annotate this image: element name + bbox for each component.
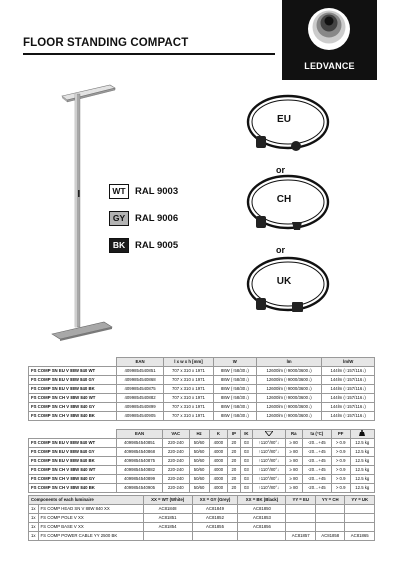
table-cell: 220-240 bbox=[163, 457, 190, 466]
table-cell: 12.5 kg bbox=[350, 457, 374, 466]
table-cell: 12.5 kg bbox=[350, 466, 374, 475]
table-cell bbox=[345, 523, 375, 532]
table-cell: -20…+45 bbox=[302, 475, 331, 484]
table-cell: AC81850 bbox=[238, 505, 286, 514]
table-cell: 4000 bbox=[209, 484, 228, 493]
table-row bbox=[29, 466, 375, 475]
table-cell: -20…+45 bbox=[302, 466, 331, 475]
table-cell: 88W (↑58/30↓) bbox=[213, 376, 256, 385]
table-header: YY = EU bbox=[286, 496, 315, 505]
table-row bbox=[29, 394, 375, 403]
spec-table-dimensions bbox=[28, 357, 375, 421]
page-title: FLOOR STANDING COMPACT bbox=[23, 37, 189, 49]
table-cell: 707 x 310 x 1971 bbox=[164, 367, 214, 376]
or-separator: or bbox=[276, 165, 285, 175]
table-cell: 4099854540882 bbox=[117, 466, 163, 475]
table-cell: 4099854540851 bbox=[117, 367, 164, 376]
table-cell: 50/60 bbox=[189, 475, 209, 484]
table-cell: 707 x 310 x 1971 bbox=[164, 394, 214, 403]
table-cell: 144lm (↑157/116↓) bbox=[322, 367, 375, 376]
table-header: Ra bbox=[285, 430, 302, 439]
or-separator: or bbox=[276, 245, 285, 255]
ledvance-logo bbox=[282, 0, 377, 80]
table-cell: 1x bbox=[29, 514, 39, 523]
table-header: EAN bbox=[117, 358, 164, 367]
table-cell: FS COMP POWER CABLE YY 2500 BK bbox=[38, 532, 143, 541]
table-header: PF bbox=[331, 430, 350, 439]
table-row bbox=[29, 505, 375, 514]
table-cell: 4099854540899 bbox=[117, 475, 163, 484]
table-cell: 88W (↑58/30↓) bbox=[213, 403, 256, 412]
table-cell: 1x bbox=[29, 532, 39, 541]
table-cell: AC81855 bbox=[192, 523, 238, 532]
table-cell: 707 x 310 x 1971 bbox=[164, 376, 214, 385]
table-cell bbox=[143, 532, 192, 541]
table-cell: 4099854540875 bbox=[117, 457, 163, 466]
table-cell: 88W (↑58/30↓) bbox=[213, 394, 256, 403]
table-cell: AC81865 bbox=[345, 532, 375, 541]
table-row bbox=[29, 484, 375, 493]
table-cell: FS COMP SN CH V 88W 840 WT bbox=[29, 394, 117, 403]
cable-label-ch: CH bbox=[276, 194, 292, 205]
table-header-blank bbox=[29, 430, 117, 439]
table-cell: 88W (↑58/30↓) bbox=[213, 385, 256, 394]
table-cell: FS COMP SN CH V 88W 840 GY bbox=[29, 475, 117, 484]
table-cell: FS COMP SN EU V 88W 840 BK bbox=[29, 385, 117, 394]
weight-icon bbox=[350, 430, 374, 439]
swatch-ral: RAL 9003 bbox=[135, 185, 179, 197]
brand-name: LEDVANCE bbox=[304, 61, 355, 71]
table-cell: 03 bbox=[240, 439, 252, 448]
table-header: ta (°C) bbox=[302, 430, 331, 439]
table-cell: ≥ 80 bbox=[285, 457, 302, 466]
table-cell: 50/60 bbox=[189, 466, 209, 475]
table-cell: 12600lm (↑9000/3600↓) bbox=[256, 403, 322, 412]
table-cell: > 0.9 bbox=[331, 457, 350, 466]
table-cell: FS COMP SN CH V 88W 840 GY bbox=[29, 403, 117, 412]
table-cell: 144lm (↑157/116↓) bbox=[322, 394, 375, 403]
table-cell: 50/60 bbox=[189, 448, 209, 457]
table-cell: > 0.9 bbox=[331, 439, 350, 448]
table-row bbox=[29, 523, 375, 532]
table-cell: 50/60 bbox=[189, 484, 209, 493]
table-row bbox=[29, 376, 375, 385]
table-row bbox=[29, 403, 375, 412]
table-header: lm bbox=[256, 358, 322, 367]
table-cell: 12600lm (↑9000/3600↓) bbox=[256, 376, 322, 385]
table-cell: 12.5 kg bbox=[350, 439, 374, 448]
table-cell: FS COMP SN EU V 88W 840 WT bbox=[29, 367, 117, 376]
color-swatch-grey bbox=[109, 210, 178, 226]
table-header: XX = WT (White) bbox=[143, 496, 192, 505]
table-cell: 220-240 bbox=[163, 475, 190, 484]
table-cell: 1x bbox=[29, 505, 39, 514]
table-header-blank bbox=[29, 358, 117, 367]
table-cell: 12.5 kg bbox=[350, 448, 374, 457]
beam-angle-icon bbox=[253, 430, 286, 439]
table-cell: AC81853 bbox=[238, 514, 286, 523]
table-cell: 03 bbox=[240, 448, 252, 457]
table-cell: 4099854540899 bbox=[117, 403, 164, 412]
table-cell: 220-240 bbox=[163, 484, 190, 493]
table-cell: 707 x 310 x 1971 bbox=[164, 412, 214, 421]
table-cell: ↑110°/80°↓ bbox=[253, 457, 286, 466]
table-cell: 4099854540905 bbox=[117, 484, 163, 493]
table-header: YY = UK bbox=[345, 496, 375, 505]
table-row bbox=[29, 457, 375, 466]
table-cell: ≥ 80 bbox=[285, 475, 302, 484]
table-header: lm/W bbox=[322, 358, 375, 367]
table-cell: 4000 bbox=[209, 448, 228, 457]
table-cell: 03 bbox=[240, 484, 252, 493]
table-header: W bbox=[213, 358, 256, 367]
table-cell: -20…+45 bbox=[302, 457, 331, 466]
table-cell: 12600lm (↑9000/3600↓) bbox=[256, 394, 322, 403]
table-cell: 20 bbox=[228, 457, 240, 466]
table-header: IP bbox=[228, 430, 240, 439]
table-cell: ↑110°/80°↓ bbox=[253, 475, 286, 484]
table-cell: FS COMP SN EU V 88W 840 GY bbox=[29, 376, 117, 385]
table-cell: 12600lm (↑9000/3600↓) bbox=[256, 412, 322, 421]
table-cell: ≥ 80 bbox=[285, 439, 302, 448]
floor-lamp-illustration bbox=[48, 80, 118, 350]
table-cell: FS COMP HEAD SN V 88W 840 XX bbox=[38, 505, 143, 514]
color-swatch-black bbox=[109, 237, 178, 253]
table-cell: 50/60 bbox=[189, 457, 209, 466]
spec-table-electrical bbox=[28, 429, 375, 493]
table-cell: FS COMP SN EU V 88W 840 BK bbox=[29, 457, 117, 466]
table-cell: 4099854540905 bbox=[117, 412, 164, 421]
table-cell: 4099854540868 bbox=[117, 376, 164, 385]
table-cell: 88W (↑58/30↓) bbox=[213, 412, 256, 421]
table-cell: > 0.9 bbox=[331, 448, 350, 457]
table-cell: 144lm (↑157/116↓) bbox=[322, 376, 375, 385]
table-cell: AC81858 bbox=[315, 532, 344, 541]
table-cell: 220-240 bbox=[163, 439, 190, 448]
table-cell: 707 x 310 x 1971 bbox=[164, 403, 214, 412]
cable-label-eu: EU bbox=[277, 114, 291, 125]
table-cell: 4000 bbox=[209, 457, 228, 466]
table-cell: ↑110°/80°↓ bbox=[253, 439, 286, 448]
table-cell: FS COMP SN EU V 88W 840 GY bbox=[29, 448, 117, 457]
swatch-ral: RAL 9006 bbox=[135, 212, 179, 224]
table-cell bbox=[238, 532, 286, 541]
table-cell: AC81848 bbox=[143, 505, 192, 514]
table-body bbox=[29, 505, 375, 541]
table-row bbox=[29, 367, 375, 376]
table-cell bbox=[286, 505, 315, 514]
table-header: XX = BK (Black) bbox=[238, 496, 286, 505]
table-cell: AC81857 bbox=[286, 532, 315, 541]
table-header-row bbox=[29, 358, 375, 367]
table-cell bbox=[192, 532, 238, 541]
table-cell: 4000 bbox=[209, 439, 228, 448]
table-cell bbox=[345, 505, 375, 514]
table-cell: FS COMP BASE V XX bbox=[38, 523, 143, 532]
components-table bbox=[28, 495, 375, 541]
table-cell: 4099854540882 bbox=[117, 394, 164, 403]
table-header-row bbox=[29, 430, 375, 439]
table-cell: -20…+45 bbox=[302, 439, 331, 448]
table-cell: 20 bbox=[228, 439, 240, 448]
table-cell: > 0.9 bbox=[331, 475, 350, 484]
table-cell: AC81856 bbox=[238, 523, 286, 532]
table-cell: FS COMP SN CH V 88W 840 WT bbox=[29, 466, 117, 475]
swatch-code: BK bbox=[109, 238, 129, 253]
table-header: VAC bbox=[163, 430, 190, 439]
table-header: Hz bbox=[189, 430, 209, 439]
table-cell: FS COMP SN CH V 88W 840 BK bbox=[29, 484, 117, 493]
table-cell: 144lm (↑157/116↓) bbox=[322, 412, 375, 421]
table-cell: AC81849 bbox=[192, 505, 238, 514]
table-cell: FS COMP POLE V XX bbox=[38, 514, 143, 523]
table-cell: 12.5 kg bbox=[350, 475, 374, 484]
table-cell bbox=[286, 523, 315, 532]
table-header: l x w x h [mm] bbox=[164, 358, 214, 367]
table-cell bbox=[345, 514, 375, 523]
table-cell: 1x bbox=[29, 523, 39, 532]
table-cell: 4099854540868 bbox=[117, 448, 163, 457]
table-header: XX = GY (Grey) bbox=[192, 496, 238, 505]
color-swatch-white bbox=[109, 183, 178, 199]
table-cell bbox=[315, 505, 344, 514]
table-cell: AC81854 bbox=[143, 523, 192, 532]
ledvance-rings-icon bbox=[306, 6, 352, 52]
table-header: Components of each luminaire bbox=[29, 496, 144, 505]
table-row bbox=[29, 439, 375, 448]
table-cell: 220-240 bbox=[163, 466, 190, 475]
table-cell: 4000 bbox=[209, 466, 228, 475]
table-cell: AC81851 bbox=[143, 514, 192, 523]
table-cell: ↑110°/80°↓ bbox=[253, 448, 286, 457]
table-cell: FS COMP SN EU V 88W 840 WT bbox=[29, 439, 117, 448]
table-cell: > 0.9 bbox=[331, 484, 350, 493]
table-cell: 03 bbox=[240, 457, 252, 466]
table-header: K bbox=[209, 430, 228, 439]
swatch-ral: RAL 9005 bbox=[135, 239, 179, 251]
table-body bbox=[29, 367, 375, 421]
table-cell: 20 bbox=[228, 448, 240, 457]
table-cell bbox=[286, 514, 315, 523]
cable-label-uk: UK bbox=[276, 276, 292, 287]
table-row bbox=[29, 385, 375, 394]
table-cell: FS COMP SN CH V 88W 840 BK bbox=[29, 412, 117, 421]
table-cell: 4099854540875 bbox=[117, 385, 164, 394]
table-cell: ≥ 80 bbox=[285, 448, 302, 457]
table-cell: 12600lm (↑9000/3600↓) bbox=[256, 385, 322, 394]
swatch-code: WT bbox=[109, 184, 129, 199]
table-cell: 707 x 310 x 1971 bbox=[164, 385, 214, 394]
table-cell: AC81852 bbox=[192, 514, 238, 523]
table-cell: 20 bbox=[228, 484, 240, 493]
table-body bbox=[29, 439, 375, 493]
table-cell: 03 bbox=[240, 466, 252, 475]
table-header: IK bbox=[240, 430, 252, 439]
table-cell bbox=[315, 523, 344, 532]
table-row bbox=[29, 514, 375, 523]
title-divider bbox=[23, 53, 275, 55]
table-cell: 50/60 bbox=[189, 439, 209, 448]
table-header: YY = CH bbox=[315, 496, 344, 505]
table-cell: -20…+45 bbox=[302, 448, 331, 457]
table-row bbox=[29, 412, 375, 421]
table-cell bbox=[315, 514, 344, 523]
table-cell: ≥ 80 bbox=[285, 466, 302, 475]
table-cell: 144lm (↑157/116↓) bbox=[322, 403, 375, 412]
table-cell: ≥ 80 bbox=[285, 484, 302, 493]
table-cell: 88W (↑58/30↓) bbox=[213, 367, 256, 376]
table-cell: ↑110°/80°↓ bbox=[253, 466, 286, 475]
table-cell: 12600lm (↑9000/3600↓) bbox=[256, 367, 322, 376]
table-cell: 03 bbox=[240, 475, 252, 484]
table-cell: 4000 bbox=[209, 475, 228, 484]
table-row bbox=[29, 475, 375, 484]
table-row bbox=[29, 448, 375, 457]
table-cell: 12.5 kg bbox=[350, 484, 374, 493]
table-cell: 4099854540851 bbox=[117, 439, 163, 448]
table-header-row bbox=[29, 496, 375, 505]
table-cell: 20 bbox=[228, 475, 240, 484]
swatch-code: GY bbox=[109, 211, 129, 226]
table-header: EAN bbox=[117, 430, 163, 439]
table-row bbox=[29, 532, 375, 541]
table-cell: > 0.9 bbox=[331, 466, 350, 475]
table-cell: 20 bbox=[228, 466, 240, 475]
table-cell: 220-240 bbox=[163, 448, 190, 457]
table-cell: -20…+45 bbox=[302, 484, 331, 493]
table-cell: 144lm (↑157/116↓) bbox=[322, 385, 375, 394]
table-cell: ↑110°/80°↓ bbox=[253, 484, 286, 493]
